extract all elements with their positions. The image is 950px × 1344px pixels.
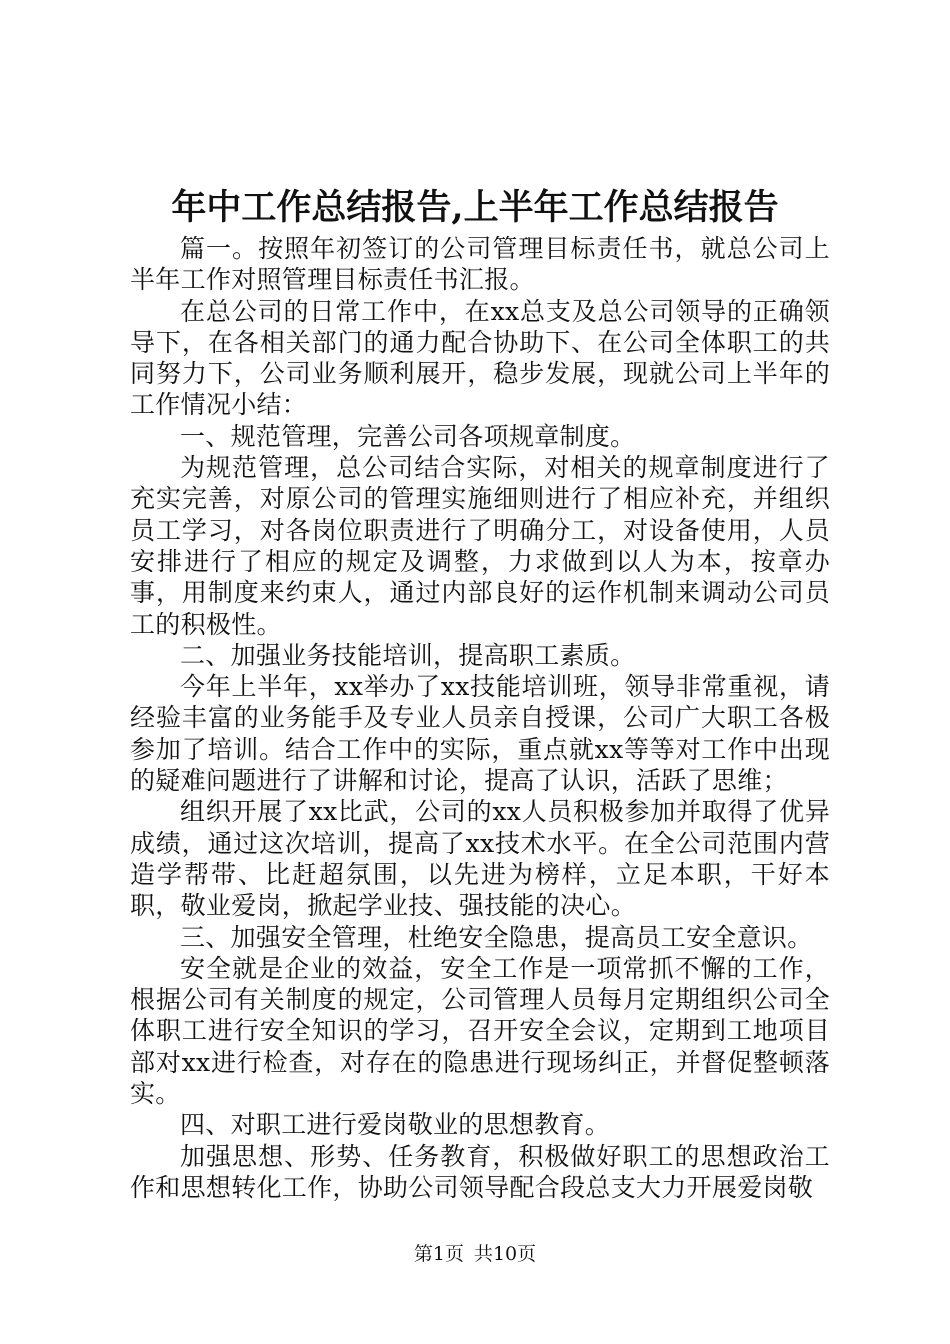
page-number: 第1页	[413, 1243, 464, 1265]
section-heading-1: 一、规范管理，完善公司各项规章制度。	[180, 421, 636, 451]
section-heading-2: 二、加强业务技能培训，提高职工素质。	[180, 640, 636, 670]
paragraph-section-4: 加强思想、形势、任务教育，积极做好职工的思想政治工作和思想转化工作，协助公司领导配合段总支大力开展爱岗敬	[130, 1141, 830, 1202]
paragraph-section-1: 为规范管理，总公司结合实际，对相关的规章制度进行了充实完善，对原公司的管理实施细则进行了相应补充，并组织员工学习，对各岗位职责进行了明确分工，对设备使用，人员安排进行了相应的规定及调整，力求做到以人为本，按章办事，用制度来约束人，通过内部良好的运作机制来调动公司员工的积极性。	[130, 453, 830, 639]
section-heading-4: 四、对职工进行爱岗敬业的思想教育。	[180, 1110, 611, 1140]
paragraph-section-2a: 今年上半年，xx举办了xx技能培训班，领导非常重视，请经验丰富的业务能手及专业人员亲自授课，公司广大职工各极参加了培训。结合工作中的实际，重点就xx等等对工作中出现的疑难问题进行了讲解和讨论，提高了认识，活跃了思维；	[130, 672, 830, 796]
document-title: 年中工作总结报告,上半年工作总结报告	[171, 187, 779, 228]
document-body	[130, 233, 830, 1203]
paragraph-overview: 在总公司的日常工作中，在xx总支及总公司领导的正确领导下，在各相关部门的通力配合协助下、在公司全体职工的共同努力下，公司业务顺利展开，稳步发展，现就公司上半年的工作情况小结：	[130, 296, 830, 420]
page-footer	[0, 1240, 950, 1268]
section-heading-3: 三、加强安全管理，杜绝安全隐患，提高员工安全意识。	[180, 922, 813, 952]
paragraph-intro: 篇一。按照年初签订的公司管理目标责任书，就总公司上半年工作对照管理目标责任书汇报。	[130, 234, 830, 295]
page-total: 共10页	[473, 1243, 537, 1265]
paragraph-section-3: 安全就是企业的效益，安全工作是一项常抓不懈的工作，根据公司有关制度的规定，公司管理人员每月定期组织公司全体职工进行安全知识的学习，召开安全会议，定期到工地项目部对xx进行检查，对存在的隐患进行现场纠正，并督促整顿落实。	[130, 953, 830, 1109]
paragraph-section-2b: 组织开展了xx比武，公司的xx人员积极参加并取得了优异成绩，通过这次培训，提高了xx技术水平。在全公司范围内营造学帮带、比赶超氛围，以先进为榜样，立足本职，干好本职，敬业爱岗，掀起学业技、强技能的决心。	[130, 797, 830, 921]
